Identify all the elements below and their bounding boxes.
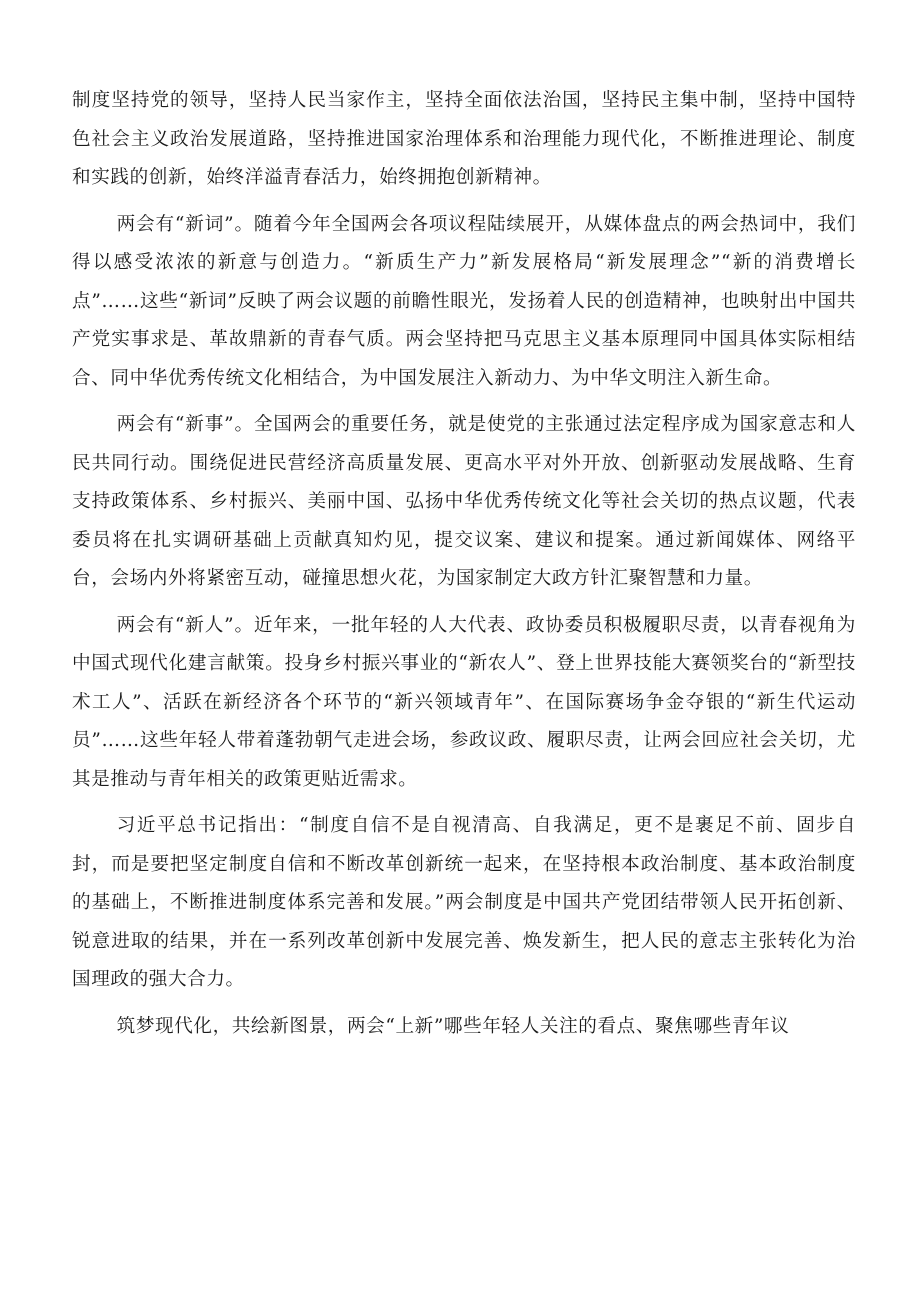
paragraph-quote: 习近平总书记指出：“制度自信不是自视清高、自我满足，更不是裹足不前、固步自封，而是要把坚定制度自信和不断改革创新统一起来，在坚持根本政治制度、基本政治制度的基础上，不断推进制度体系完善和发展。”两会制度是中国共产党团结带领人民开拓创新、锐意进取的结果，并在一系列改革创新中发展完善、焕发新生，把人民的意志主张转化为治国理政的强大合力。 xyxy=(72,815,856,990)
body-text xyxy=(72,82,856,1054)
paragraph-new-people: 两会有“新人”。近年来，一批年轻的人大代表、政协委员积极履职尽责，以青春视角为中国式现代化建言献策。投身乡村振兴事业的“新农人”、登上世界技能大赛领奖台的“新型技术工人”、活跃在新经济各个环节的“新兴领域青年”、在国际赛场争金夺银的“新生代运动员”……这些年轻人带着蓬勃朝气走进会场，参政议政、履职尽责，让两会回应社会关切，尤其是推动与青年相关的政策更贴近需求。 xyxy=(72,614,856,790)
paragraph-closing: 筑梦现代化，共绘新图景，两会“上新”哪些年轻人关注的看点、聚焦哪些青年议 xyxy=(116,1015,790,1037)
paragraph-1: 制度坚持党的领导，坚持人民当家作主，坚持全面依法治国，坚持民主集中制，坚持中国特色社会主义政治发展道路，坚持推进国家治理体系和治理能力现代化，不断推进理论、制度和实践的创新，始终洋溢青春活力，始终拥抱创新精神。 xyxy=(72,90,856,188)
paragraph-new-words: 两会有“新词”。随着今年全国两会各项议程陆续展开，从媒体盘点的两会热词中，我们得以感受浓浓的新意与创造力。“新质生产力”新发展格局“新发展理念”“新的消费增长点”……这些“新词”反映了两会议题的前瞻性眼光，发扬着人民的创造精神，也映射出中国共产党实事求是、革故鼎新的青春气质。两会坚持把马克思主义基本原理同中国具体实际相结合、同中华优秀传统文化相结合，为中国发展注入新动力、为中华文明注入新生命。 xyxy=(72,213,856,389)
paragraph-new-matters: 两会有“新事”。全国两会的重要任务，就是使党的主张通过法定程序成为国家意志和人民共同行动。围绕促进民营经济高质量发展、更高水平对外开放、创新驱动发展战略、生育支持政策体系、乡村振兴、美丽中国、弘扬中华优秀传统文化等社会关切的热点议题，代表委员将在扎实调研基础上贡献真知灼见，提交议案、建议和提案。通过新闻媒体、网络平台，会场内外将紧密互动，碰撞思想火花，为国家制定大政方针汇聚智慧和力量。 xyxy=(72,414,856,589)
